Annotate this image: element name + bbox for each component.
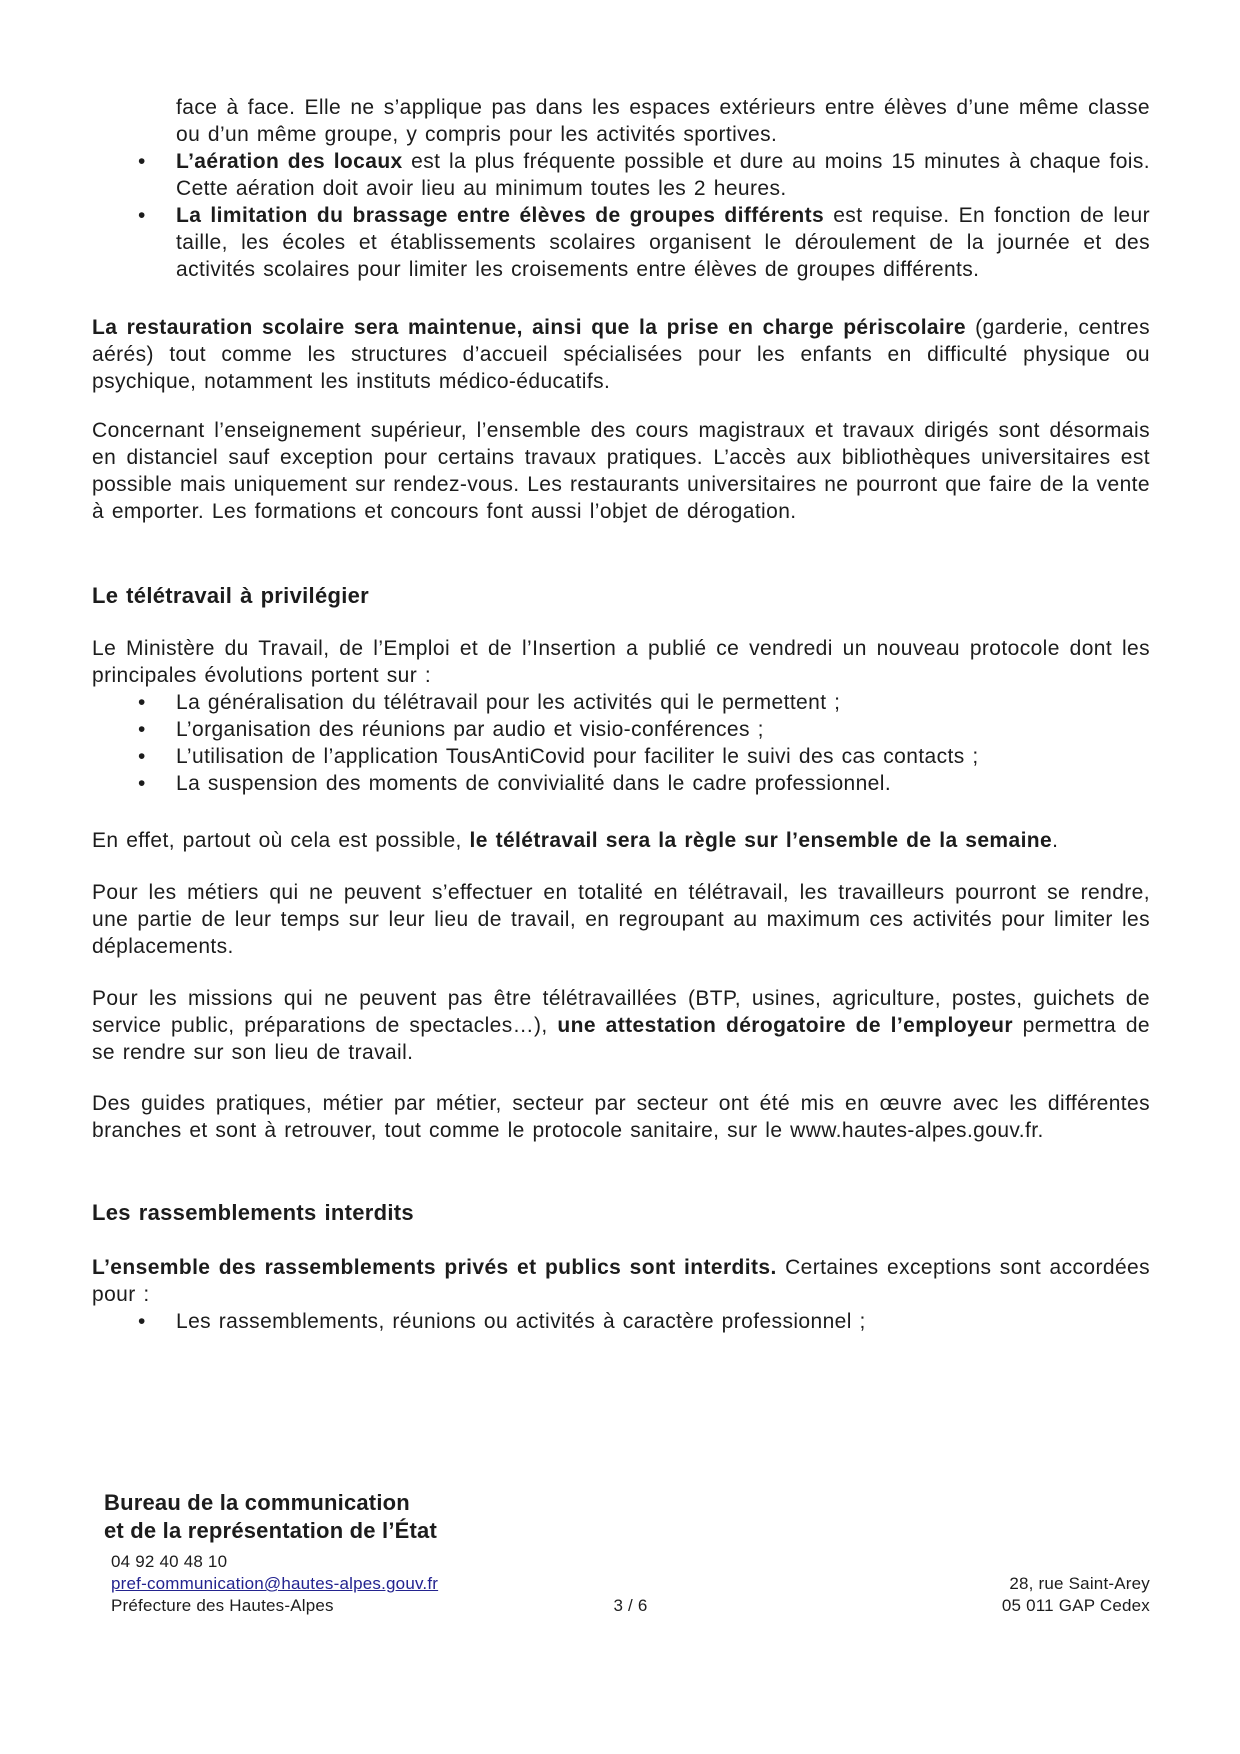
- paragraph-teletravail-regle: En effet, partout où cela est possible, le télétravail sera la règle sur l’ensemble de la semaine.: [92, 829, 1059, 852]
- document-body: [92, 94, 1150, 1335]
- list-item-rassemblements-professionnels: • Les rassemblements, réunions ou activités à caractère professionnel ;: [92, 1308, 1150, 1335]
- paragraph-restauration-scolaire: La restauration scolaire sera maintenue, ainsi que la prise en charge périscolaire (garderie, centres aérés) tout comme les structures d’accueil spécialisées pour les enfants en difficulté physique ou psychique, notamment les instituts médico-éducatifs.: [92, 316, 1150, 393]
- page-number: 3 / 6: [613, 1596, 648, 1615]
- heading-teletravail: Le télétravail à privilégier: [92, 583, 370, 608]
- list-item-suspension-convivialite: • La suspension des moments de convivialité dans le cadre professionnel.: [92, 770, 1150, 797]
- footer-address-line2: 05 011 GAP Cedex: [1001, 1596, 1150, 1615]
- paragraph-guides-pratiques: Des guides pratiques, métier par métier, secteur par secteur ont été mis en œuvre avec les différentes branches et sont à retrouver, tout comme le protocole sanitaire, sur le www.hautes-alpes.gouv.fr.: [92, 1092, 1150, 1142]
- list-item-generalisation: • La généralisation du télétravail pour les activités qui le permettent ;: [92, 689, 1150, 716]
- page-footer: [104, 1489, 1150, 1617]
- paragraph-ministere-travail: Le Ministère du Travail, de l’Emploi et de l’Insertion a publié ce vendredi un nouveau protocole dont les principales évolutions portent sur :: [92, 637, 1150, 687]
- list-item-aeration: • L’aération des locaux est la plus fréquente possible et dure au moins 15 minutes à chaque fois. Cette aération doit avoir lieu au minimum toutes les 2 heures.: [92, 148, 1150, 202]
- paragraph-enseignement-superieur: Concernant l’enseignement supérieur, l’ensemble des cours magistraux et travaux dirigés sont désormais en distanciel sauf exception pour certains travaux pratiques. L’accès aux bibliothèques universitaires est possible mais uniquement sur rendez-vous. Les restaurants universitaires ne pourront que faire de la vente à emporter. Les formations et concours font aussi l’objet de dérogation.: [92, 419, 1150, 523]
- paragraph-metiers: Pour les métiers qui ne peuvent s’effectuer en totalité en télétravail, les travailleurs pourront se rendre, une partie de leur temps sur leur lieu de travail, en regroupant au maximum ces activités pour limiter les déplacements.: [92, 881, 1150, 958]
- list-item-continuation: face à face. Elle ne s’applique pas dans les espaces extérieurs entre élèves d’une même classe ou d’un même groupe, y compris pour les activités sportives.: [176, 96, 1150, 146]
- footer-row-org: [111, 1595, 1150, 1617]
- footer-phone: 04 92 40 48 10: [111, 1552, 228, 1571]
- bullet-list-sanitary-protocol: [92, 148, 1150, 283]
- heading-rassemblements: Les rassemblements interdits: [92, 1200, 414, 1225]
- list-item-tousanticovid: • L’utilisation de l’application TousAntiCovid pour faciliter le suivi des cas contacts ;: [92, 743, 1150, 770]
- footer-office-name-line1: Bureau de la communication: [104, 1490, 410, 1515]
- bullet-list-exceptions: [92, 1308, 1150, 1335]
- list-item-organisation-reunions: • L’organisation des réunions par audio et visio-conférences ;: [92, 716, 1150, 743]
- footer-org: Préfecture des Hautes-Alpes: [111, 1596, 334, 1615]
- paragraph-missions-attestation: Pour les missions qui ne peuvent pas être télétravaillées (BTP, usines, agriculture, postes, guichets de service public, préparations de spectacles…), une attestation dérogatoire de l’employeur permettra de se rendre sur son lieu de travail.: [92, 987, 1150, 1064]
- footer-address-line1: 28, rue Saint-Arey: [1009, 1574, 1150, 1593]
- footer-row-email: [111, 1573, 1150, 1595]
- footer-office-name-line2: et de la représentation de l’État: [104, 1518, 438, 1543]
- bullet-list-teletravail: [92, 689, 1150, 797]
- email-link[interactable]: pref-communication@hautes-alpes.gouv.fr: [111, 1574, 439, 1593]
- paragraph-rassemblements-interdits: L’ensemble des rassemblements privés et publics sont interdits. Certaines exceptions sont accordées pour :: [92, 1256, 1151, 1306]
- list-item-brassage: • La limitation du brassage entre élèves de groupes différents est requise. En fonction de leur taille, les écoles et établissements scolaires organisent le déroulement de la journée et des activités scolaires pour limiter les croisements entre élèves de groupes différents.: [92, 202, 1150, 283]
